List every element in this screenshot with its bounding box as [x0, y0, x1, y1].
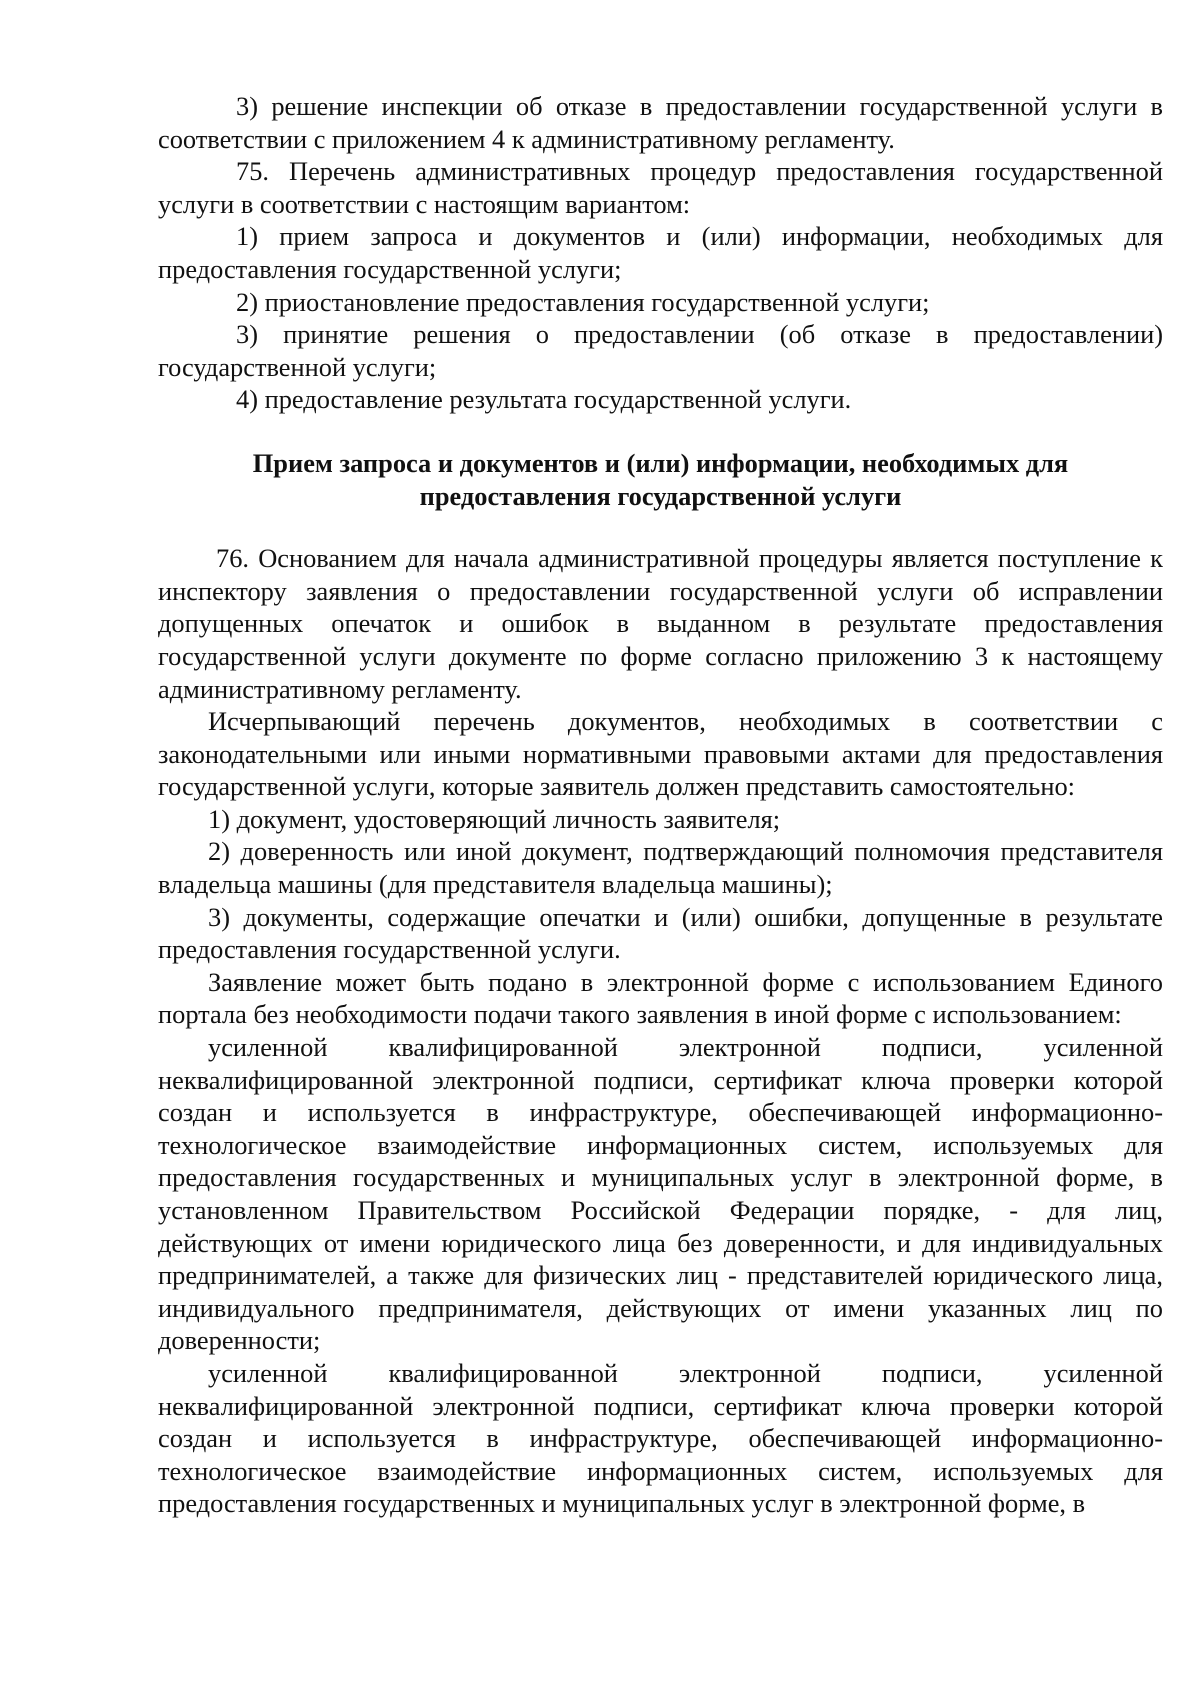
paragraph-documents-list: Исчерпывающий перечень документов, необходимых в соответствии с законодательными или иными нормативными правовыми актами для предоставления государственной услуги, которые заявитель должен представить самостоятельно: — [158, 706, 1163, 802]
paragraph-electronic-submission: Заявление может быть подано в электронной форме с использованием Единого портала без необходимости подачи такого заявления в иной форме с использованием: — [158, 966, 1163, 1030]
paragraph-75-procedures-list: 75. Перечень административных процедур предоставления государственной услуги в соответствии с настоящим вариантом: — [158, 156, 1163, 219]
list-item-documents-with-errors: 3) документы, содержащие опечатки и (или) ошибки, допущенные в результате предоставления государственной услуги. — [158, 901, 1163, 965]
list-item-1-reception: 1) прием запроса и документов и (или) информации, необходимых для предоставления государственной услуги; — [158, 221, 1163, 284]
list-item-2-suspension: 2) приостановление предоставления государственной услуги; — [236, 286, 930, 317]
paragraph-qualified-signature-legal-entities: усиленной квалифицированной электронной подписи, усиленной неквалифицированной электронной подписи, сертификат ключа проверки которой создан и используется в инфраструктуре, обеспечивающей информационно-технологическое взаимодействие информационных систем, используемых для предоставления государственных и муниципальных услуг в электронной форме, в установленном Правительством Российской Федерации порядке, - для лиц, действующих от имени юридического лица без доверенности, и для индивидуальных предпринимателей, а также для физических лиц - представителей юридического лица, индивидуального предпринимателя, действующих от имени указанных лиц по доверенности; — [158, 1032, 1163, 1356]
section-heading — [158, 447, 1163, 512]
list-item-identity-document: 1) документ, удостоверяющий личность заявителя; — [208, 803, 781, 834]
paragraph-decision-refusal: 3) решение инспекции об отказе в предоставлении государственной услуги в соответствии с приложением 4 к административному регламенту. — [158, 91, 1163, 154]
list-item-3-decision: 3) принятие решения о предоставлении (об отказе в предоставлении) государственной услуги; — [158, 319, 1163, 382]
list-item-4-result: 4) предоставление результата государственной услуги. — [236, 384, 852, 415]
section-heading-line-1: Прием запроса и документов и (или) информации, необходимых для — [252, 447, 1069, 478]
paragraph-qualified-signature-continued: усиленной квалифицированной электронной подписи, усиленной неквалифицированной электронной подписи, сертификат ключа проверки которой создан и используется в инфраструктуре, обеспечивающей информационно-технологическое взаимодействие информационных систем, используемых для предоставления государственных и муниципальных услуг в электронной форме, в — [158, 1357, 1163, 1519]
document-page — [158, 90, 1163, 1520]
section-heading-line-2: предоставления государственной услуги — [419, 480, 902, 511]
list-item-power-of-attorney: 2) доверенность или иной документ, подтверждающий полномочия представителя владельца машины (для представителя владельца машины); — [158, 836, 1163, 900]
paragraph-76-grounds: 76. Основанием для начала административной процедуры является поступление к инспектору заявления о предоставлении государственной услуги об исправлении допущенных опечаток и ошибок в выданном в результате предоставления государственной услуги документе по форме согласно приложению 3 к настоящему административному регламенту. — [158, 543, 1163, 704]
